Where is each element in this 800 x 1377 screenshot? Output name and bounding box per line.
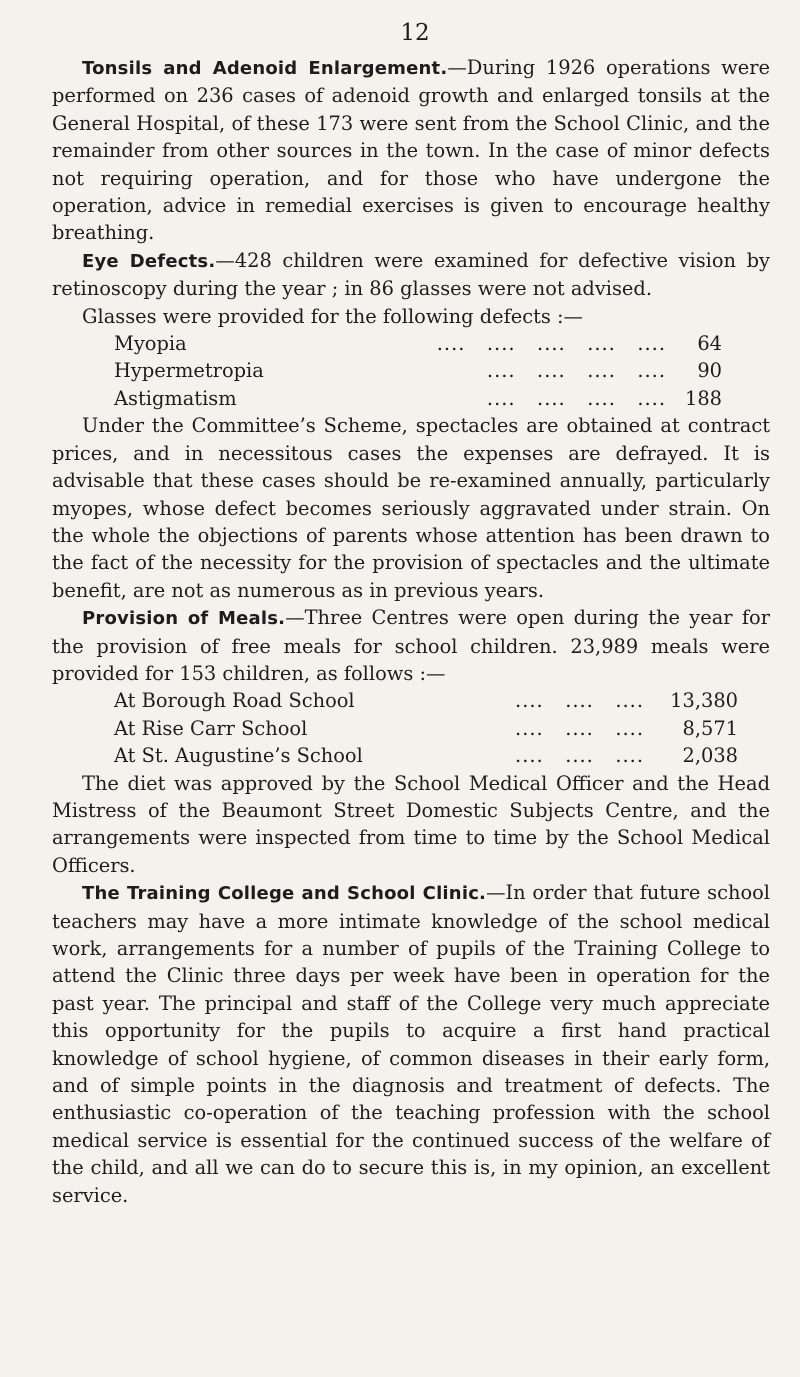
leader-dots: .... .... .... .... (486, 359, 666, 383)
tonsils-text: —During 1926 operations were performed on 236 cases of adenoid growth and enlarged tonsils at the General Hospital, of these 173 were sent from the School Clinic, and the remainder from other sources in the town. In the case of minor defects not requiring operation, and for those who have undergone the operation, advice in remedial exercises is given to encourage healthy breathing. (52, 56, 770, 245)
meals-heading: Provision of Meals. (82, 608, 286, 630)
meals-paragraph (52, 604, 770, 687)
list-item (52, 687, 770, 714)
defect-label: Astigmatism (114, 386, 237, 410)
spectacles-paragraph: Under the Committee’s Scheme, spectacles are obtained at contract prices, and in necessitous cases the expenses are defrayed. It is advisable that these cases should be re-examined annually, particularly myopes, whose defect becomes seriously aggravated under strain. On the whole the objections of parents whose attention has been drawn to the fact of the necessity for the provision of spectacles and the ultimate benefit, are not as numerous as in previous years. (52, 414, 770, 602)
tonsils-heading: Tonsils and Adenoid Enlargement. (82, 58, 448, 79)
defect-label: Myopia (114, 332, 187, 356)
document-page (52, 20, 770, 1209)
defect-value: 64 (697, 332, 722, 356)
defect-label: Hypermetropia (114, 359, 264, 383)
list-item (52, 742, 770, 769)
leader-dots: .... .... .... .... (486, 386, 666, 410)
eye-paragraph (52, 247, 770, 303)
eye-text: —428 children were examined for defective vision by retinoscopy during the year ; in 86 glasses were not advised. (52, 248, 771, 301)
leader-dots: .... .... .... (515, 716, 644, 740)
meals-text: —Three Centres were open during the year for the provision of free meals for school children. 23,989 meals were provided for 153 children, as follows :— (52, 606, 770, 685)
diet-paragraph: The diet was approved by the School Medical Officer and the Head Mistress of the Beaumont Street Domestic Subjects Centre, and the arrangements were inspected from time to time by the School Medical Officers. (52, 771, 770, 877)
leader-dots: .... .... .... (515, 744, 644, 768)
leader-dots: .... .... .... (515, 689, 644, 713)
centre-label: At Borough Road School (114, 689, 355, 713)
page-number: 12 (400, 20, 430, 46)
eye-heading: Eye Defects. (82, 250, 216, 272)
centre-value: 2,038 (682, 744, 738, 768)
defect-value: 188 (684, 386, 722, 410)
centre-value: 13,380 (670, 689, 738, 713)
list-item (52, 357, 770, 384)
list-item (52, 715, 770, 742)
list-item (52, 330, 770, 357)
training-text: —In order that future school teachers may have a more intimate knowledge of the school medical work, arrangements for a number of pupils of the Training College to attend the Clinic three days per week have been in operation for the past year. The principal and staff of the College very much appreciate this opportunity for the pupils to acquire a first hand practical knowledge of school hygiene, of common diseases in their early form, and of simple points in the diagnosis and treatment of defects. The enthusiastic co-operation of the teaching profession with the school medical service is essential for the continued success of the welfare of the child, and all we can do to secure this is, in my opinion, an excellent service. (52, 881, 771, 1207)
centre-value: 8,571 (682, 716, 738, 740)
training-heading: The Training College and School Clinic. (82, 883, 487, 905)
leader-dots: .... .... .... .... .... (436, 332, 666, 356)
defect-value: 90 (697, 359, 722, 383)
training-paragraph (52, 879, 770, 1209)
meals-list (52, 687, 770, 769)
centre-label: At St. Augustine’s School (114, 744, 363, 768)
defects-list (52, 330, 770, 412)
centre-label: At Rise Carr School (114, 716, 308, 740)
list-item (52, 385, 770, 412)
glasses-intro: Glasses were provided for the following defects :— (82, 304, 583, 328)
tonsils-paragraph (52, 54, 770, 247)
